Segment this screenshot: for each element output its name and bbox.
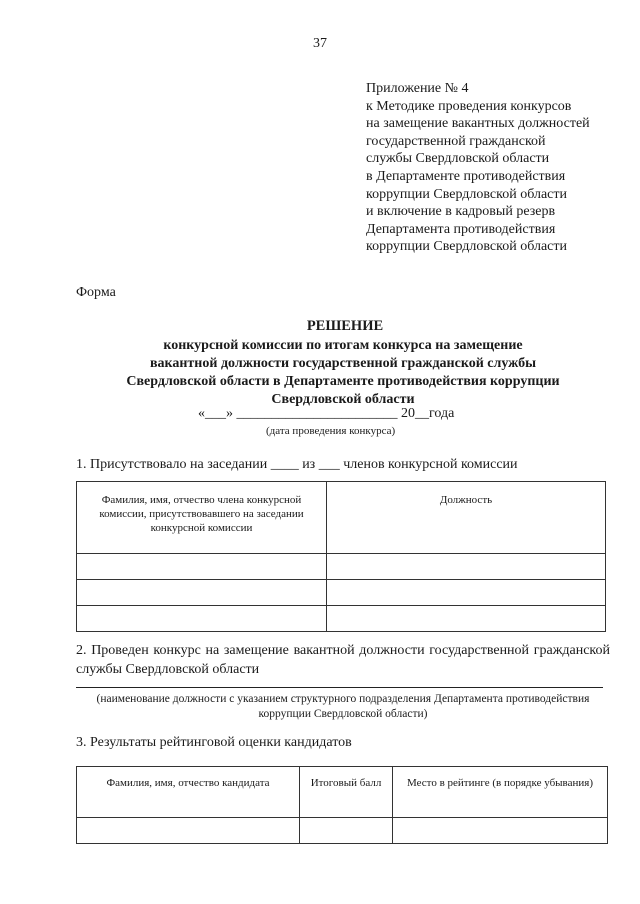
column-header-member-name: Фамилия, имя, отчество члена конкурсной комиссии, присутствовавшего на заседании конкурсной комиссии [77, 482, 327, 554]
section-3-text: 3. Результаты рейтинговой оценки кандидатов [76, 735, 352, 750]
subtitle-line: вакантной должности государственной гражданской службы [149, 356, 537, 371]
page-number: 37 [313, 36, 327, 51]
appendix-line: к Методике проведения конкурсов [366, 98, 572, 114]
document-title: РЕШЕНИЕ [306, 318, 384, 334]
appendix-line: службы Свердловской области [366, 151, 550, 167]
appendix-line: государственной гражданской [366, 133, 546, 149]
date-caption: (дата проведения конкурса) [266, 425, 396, 437]
column-header-position: Должность [327, 482, 606, 554]
table-cell [327, 554, 606, 580]
table-header-row [77, 482, 606, 554]
appendix-line: Департамента противодействия [366, 221, 556, 237]
rating-table [76, 766, 608, 844]
document-subtitle [76, 337, 610, 409]
date-line: «___» _______________________ 20__года [198, 406, 455, 421]
subtitle-line: конкурсной комиссии по итогам конкурса на замещение [163, 338, 523, 353]
table-cell [327, 606, 606, 632]
table-cell [77, 818, 300, 844]
table-cell [327, 580, 606, 606]
column-header-rank: Место в рейтинге (в порядке убывания) [393, 767, 608, 818]
subtitle-line: Свердловской области в Департаменте противодействия коррупции [126, 374, 560, 389]
table-row [77, 554, 606, 580]
position-name-caption: (наименование должности с указанием структурного подразделения Департамента противодействия коррупции Свердловской области) [96, 693, 590, 720]
section-2-text: 2. Проведен конкурс на замещение вакантной должности государственной гражданской службы Свердловской области [76, 643, 610, 677]
appendix-block [366, 80, 636, 256]
attendance-table [76, 481, 606, 632]
appendix-line: Приложение № 4 [366, 81, 469, 96]
column-header-candidate-name: Фамилия, имя, отчество кандидата [77, 767, 300, 818]
table-header-row [77, 767, 608, 818]
form-label: Форма [76, 285, 116, 300]
table-cell [393, 818, 608, 844]
section-1-text: 1. Присутствовало на заседании ____ из ___ членов конкурсной комиссии [76, 457, 518, 472]
appendix-line: коррупции Свердловской области [366, 186, 568, 202]
appendix-line: в Департаменте противодействия [366, 168, 566, 184]
table-cell [77, 606, 327, 632]
appendix-line: и включение в кадровый резерв [366, 204, 556, 220]
table-row [77, 606, 606, 632]
column-header-total-score: Итоговый балл [300, 767, 393, 818]
table-cell [77, 554, 327, 580]
subtitle-line: Свердловской области [271, 392, 415, 407]
table-row [77, 818, 608, 844]
position-name-line [76, 687, 603, 688]
appendix-line: коррупции Свердловской области [366, 239, 568, 255]
table-cell [300, 818, 393, 844]
appendix-line: на замещение вакантных должностей [366, 116, 590, 132]
table-row [77, 580, 606, 606]
table-cell [77, 580, 327, 606]
